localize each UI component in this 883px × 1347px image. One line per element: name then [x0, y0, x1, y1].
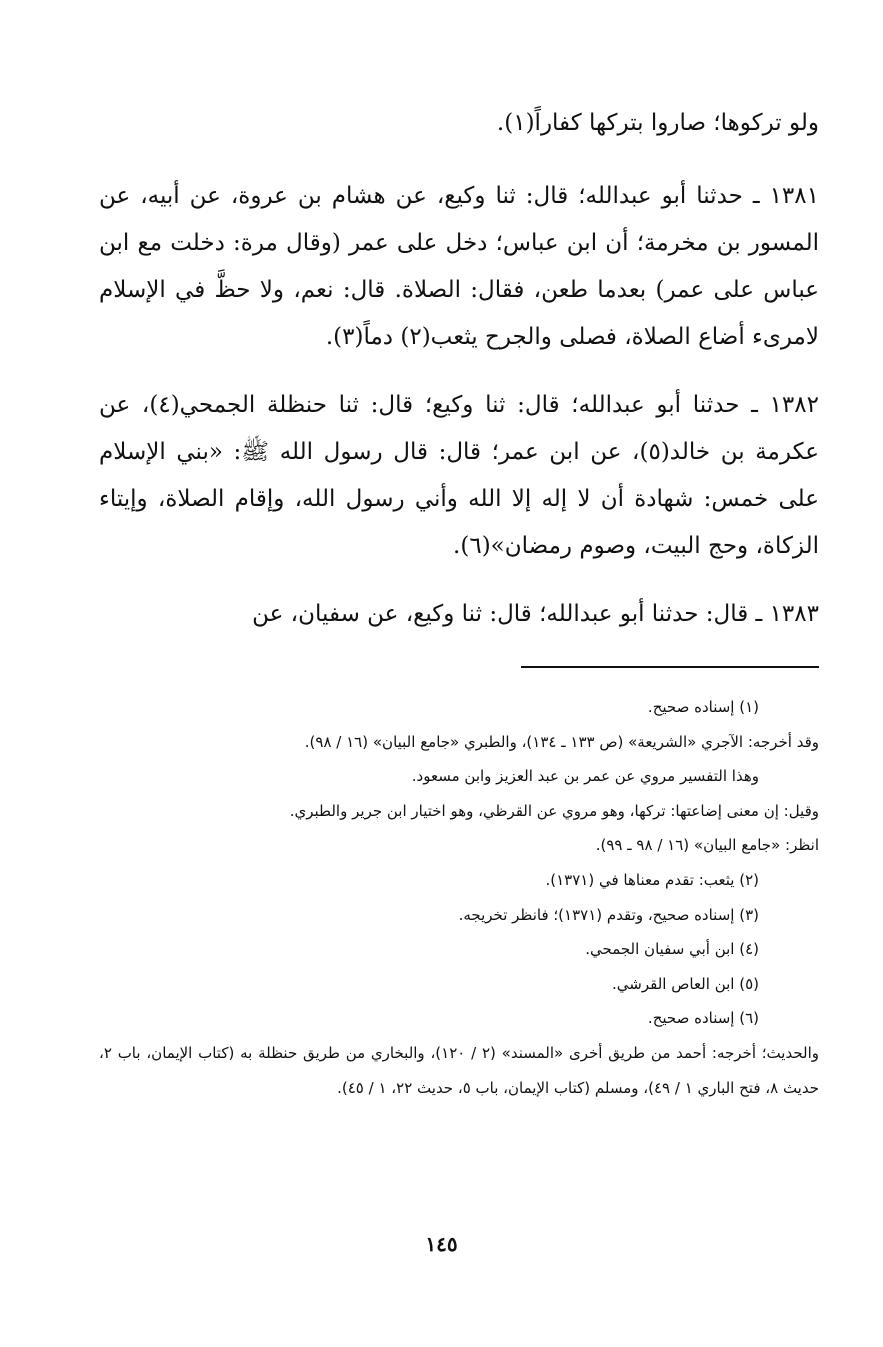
footnote-3: (٣) إسناده صحيح، وتقدم (١٣٧١)؛ فانظر تخريجه. — [458, 905, 759, 924]
paragraph-intro: ولو تركوها؛ صاروا بتركها كفاراً(١). — [496, 110, 819, 136]
hadith-1383: ١٣٨٣ ـ قال: حدثنا أبو عبدالله؛ قال: ثنا وكيع، عن سفيان، عن — [252, 601, 819, 627]
footnote-1: (١) إسناده صحيح. — [647, 698, 759, 716]
hadith-1381: ١٣٨١ ـ حدثنا أبو عبدالله؛ قال: ثنا وكيع، عن هشام بن عروة، عن أبيه، عن المسور بن مخرمة؛ أن ابن عباس؛ دخل على عمر (وقال مرة: دخلت مع ابن عباس على عمر) بعدما طعن، فقال: الصلاة. قال: نعم، ولا حظَّ في الإسلام لامرىء أضاع الصلاة، فصلى والجرح يثعب(٢) دماً(٣). — [99, 183, 819, 350]
footnotes — [99, 690, 819, 1105]
footnote-6: (٦) إسناده صحيح. — [647, 1009, 759, 1028]
footnote-1-line-5: انظر: «جامع البيان» (١٦ / ٩٨ ـ ٩٩). — [595, 836, 819, 855]
hadith-1382: ١٣٨٢ ـ حدثنا أبو عبدالله؛ قال: ثنا وكيع؛ قال: ثنا حنظلة الجمحي(٤)، عن عكرمة بن خالد(٥)، عن ابن عمر؛ قال: قال رسول الله ﷺ: «بني الإسلام على خمس: شهادة أن لا إله إلا الله وأني رسول الله، وإقام الصلاة، وإيتاء الزكاة، وحج البيت، وصوم رمضان»(٦). — [99, 392, 819, 559]
footnote-2: (٢) يثعب: تقدم معناها في (١٣٧١). — [545, 870, 759, 889]
footnote-5: (٥) ابن العاص القرشي. — [612, 974, 759, 993]
footnote-4: (٤) ابن أبي سفيان الجمحي. — [585, 940, 759, 959]
footnote-separator — [521, 666, 819, 668]
footnote-1-line-3: وهذا التفسير مروي عن عمر بن عبد العزيز وابن مسعود. — [411, 767, 759, 786]
main-text — [99, 100, 819, 659]
footnote-1-line-4: وقيل: إن معنى إضاعتها: تركها، وهو مروي عن القرظي، وهو اختيار ابن جرير والطبري. — [289, 801, 819, 820]
footnote-1-line-2: وقد أخرجه: الآجري «الشريعة» (ص ١٣٣ ـ ١٣٤)، والطبري «جامع البيان» (١٦ / ٩٨). — [304, 732, 819, 751]
footnote-6-line-2: والحديث؛ أخرجه: أحمد من طريق أخرى «المسند» (٢ / ١٢٠)، والبخاري من طريق حنظلة به (كتاب الإيمان، باب ٢، حديث ٨، فتح الباري ١ / ٤٩)، ومسلم (كتاب الإيمان، باب ٥، حديث ٢٢، ١ / ٤٥). — [99, 1043, 819, 1097]
page-number: ١٤٥ — [425, 1232, 458, 1256]
